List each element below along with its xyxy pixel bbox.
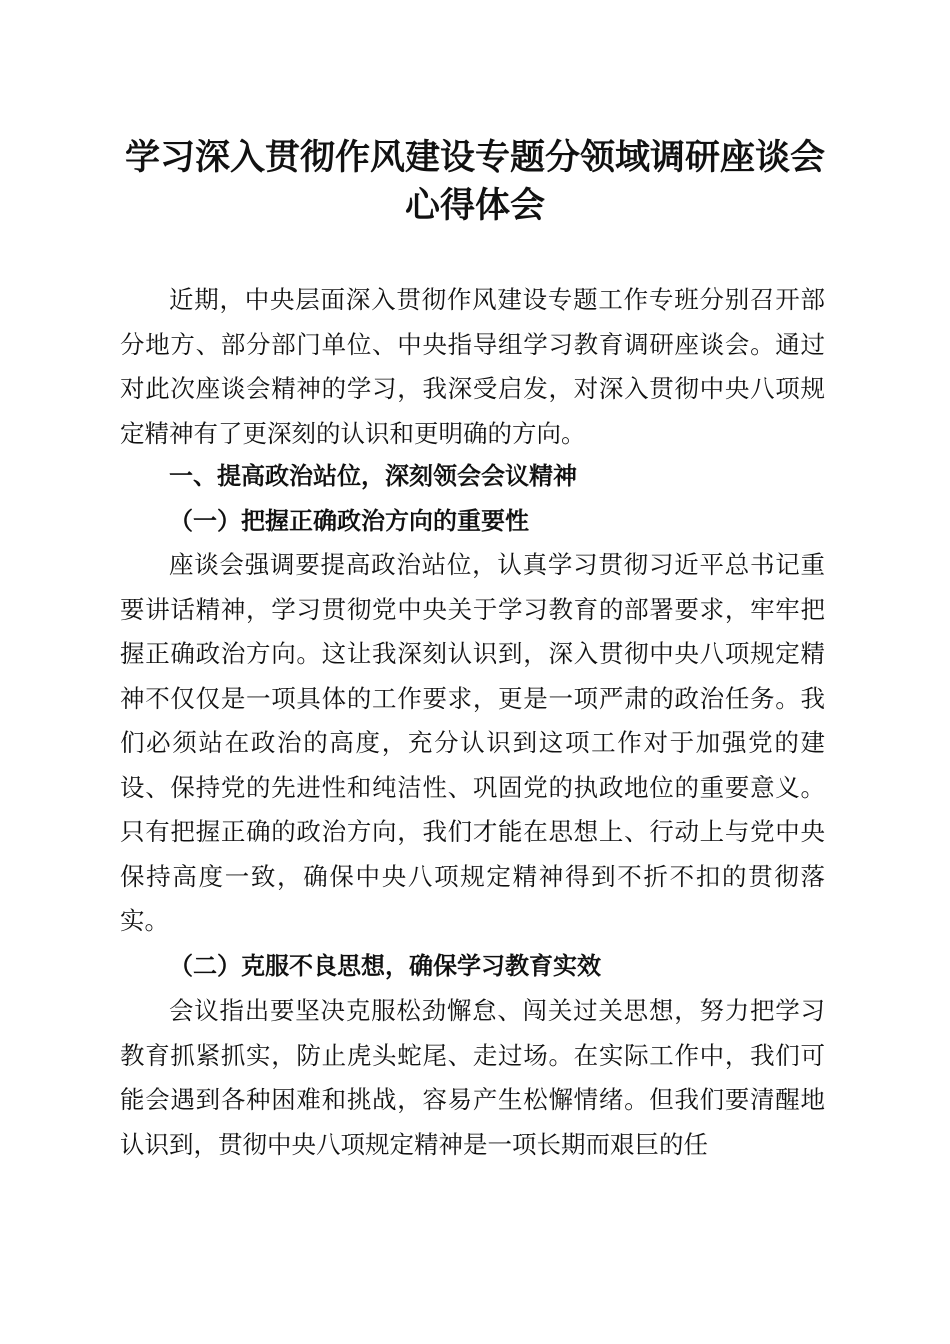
body-paragraph-1: 座谈会强调要提高政治站位，认真学习贯彻习近平总书记重要讲话精神，学习贯彻党中央关于学习教育的部署要求，牢牢把握正确政治方向。这让我深刻认识到，深入贯彻中央八项规定精神不仅仅是一项具体的工作要求，更是一项严肃的政治任务。我们必须站在政治的高度，充分认识到这项工作对于加强党的建设、保持党的先进性和纯洁性、巩固党的执政地位的重要意义。只有把握正确的政治方向，我们才能在思想上、行动上与党中央保持高度一致，确保中央八项规定精神得到不折不扣的贯彻落实。 bbox=[120, 550, 825, 935]
document-title-line-2: 心得体会 bbox=[404, 185, 545, 226]
subsection-heading-2: （二）克服不良思想，确保学习教育实效 bbox=[169, 951, 601, 980]
intro-paragraph: 近期，中央层面深入贯彻作风建设专题工作专班分别召开部分地方、部分部门单位、中央指导组学习教育调研座谈会。通过对此次座谈会精神的学习，我深受启发，对深入贯彻中央八项规定精神有了更深刻的认识和更明确的方向。 bbox=[120, 285, 825, 448]
body-paragraph-2: 会议指出要坚决克服松劲懈怠、闯关过关思想，努力把学习教育抓紧抓实，防止虎头蛇尾、走过场。在实际工作中，我们可能会遇到各种困难和挑战，容易产生松懈情绪。但我们要清醒地认识到，贯彻中央八项规定精神是一项长期而艰巨的任 bbox=[120, 996, 825, 1159]
document-title-line-1: 学习深入贯彻作风建设专题分领域调研座谈会 bbox=[124, 137, 825, 178]
subsection-heading-1: （一）把握正确政治方向的重要性 bbox=[169, 506, 529, 535]
section-heading-1: 一、提高政治站位，深刻领会会议精神 bbox=[169, 462, 577, 490]
